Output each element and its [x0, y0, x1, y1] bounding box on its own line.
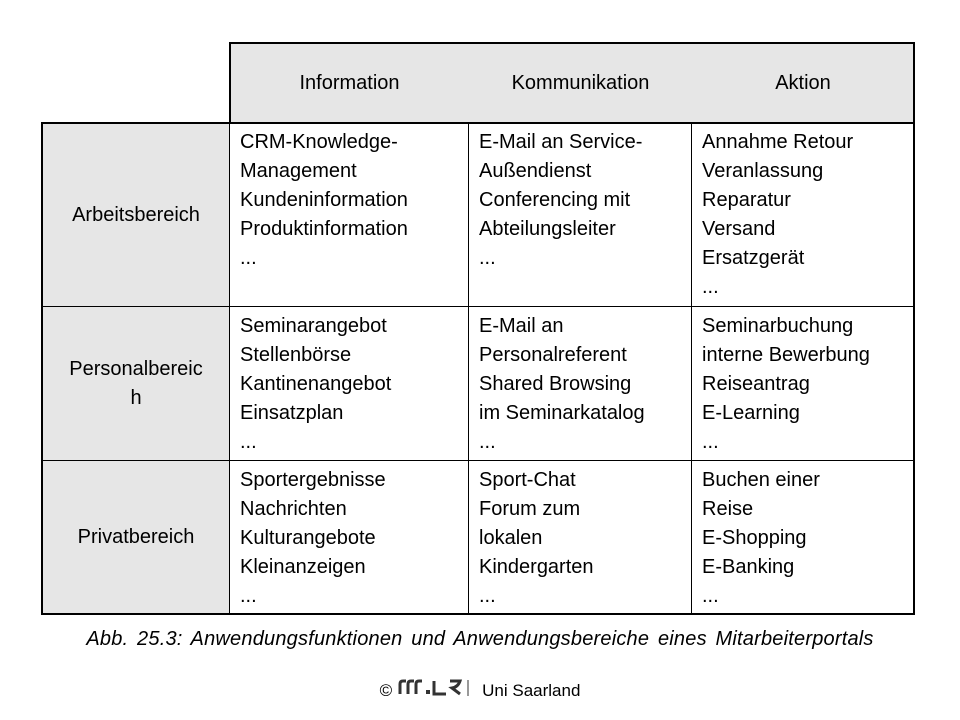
cell-line: Versand	[702, 218, 776, 240]
cell-line: Nachrichten	[240, 498, 347, 520]
row-header-label: Arbeitsbereich	[72, 203, 200, 226]
cell-line: Forum zum	[479, 498, 581, 520]
cell-arbeitsbereich-aktion	[692, 123, 914, 307]
copyright-symbol: ©	[379, 680, 393, 700]
cell-line: Sport-Chat	[479, 469, 576, 491]
cell-line: Reparatur	[702, 189, 791, 211]
cell-personalbereich-information	[230, 307, 469, 461]
cell-line: E-Mail an	[479, 315, 564, 337]
row-header-arbeitsbereich	[42, 123, 230, 307]
column-header-label: Kommunikation	[511, 71, 650, 94]
cell-line: Abteilungsleiter	[479, 218, 616, 240]
row-header-privatbereich	[42, 461, 230, 614]
cell-line: Buchen einer	[702, 469, 820, 491]
cell-personalbereich-kommunikation	[469, 307, 692, 461]
cell-arbeitsbereich-information	[230, 123, 469, 307]
cell-line: ...	[240, 247, 257, 269]
cell-line: lokalen	[479, 527, 543, 549]
cell-line: Außendienst	[479, 160, 592, 182]
figure-caption: Abb. 25.3: Anwendungsfunktionen und Anwendungsbereiche eines Mitarbeiterportals	[86, 628, 874, 650]
cell-line: E-Learning	[702, 402, 800, 424]
cell-line: Ersatzgerät	[702, 247, 805, 269]
cell-line: Reiseantrag	[702, 373, 810, 395]
cell-privatbereich-aktion	[692, 461, 914, 614]
cell-line: E-Mail an Service-	[479, 131, 643, 153]
cell-line: ...	[479, 585, 496, 607]
cell-line: ...	[240, 431, 257, 453]
table-divider-col-1	[229, 122, 230, 615]
column-header-aktion	[692, 43, 914, 123]
cell-line: ...	[479, 431, 496, 453]
row-header-personalbereich	[42, 307, 230, 461]
cell-line: Kindergarten	[479, 556, 594, 578]
cell-line: Management	[240, 160, 357, 182]
cell-line: Kantinenangebot	[240, 373, 392, 395]
cell-personalbereich-aktion	[692, 307, 914, 461]
row-header-label-line-1: Personalbereic	[69, 358, 203, 380]
column-header-label: Aktion	[775, 71, 831, 94]
cell-line: Reise	[702, 498, 754, 520]
column-header-information	[230, 43, 469, 123]
cell-line: Kulturangebote	[240, 527, 376, 549]
cell-line: ...	[479, 247, 496, 269]
column-header-label: Information	[299, 71, 400, 94]
row-header-label-line-2: h	[130, 387, 142, 409]
cell-line: Produktinformation	[240, 218, 408, 240]
cell-line: ...	[702, 585, 719, 607]
cell-line: Einsatzplan	[240, 402, 344, 424]
table-divider-header	[41, 122, 915, 124]
cell-line: Conferencing mit	[479, 189, 631, 211]
cell-line: E-Shopping	[702, 527, 807, 549]
cell-line: Veranlassung	[702, 160, 824, 182]
table-divider-row-2	[41, 460, 915, 461]
table-border-left	[41, 122, 43, 615]
table-border-top	[229, 42, 915, 44]
cell-line: im Seminarkatalog	[479, 402, 645, 424]
cell-line: Kleinanzeigen	[240, 556, 366, 578]
row-header-label: Privatbereich	[77, 526, 195, 548]
cell-privatbereich-kommunikation	[469, 461, 692, 614]
mmi-logo	[398, 678, 476, 703]
table-border-header-left	[229, 42, 231, 124]
column-header-kommunikation	[469, 43, 692, 123]
cell-line: Sportergebnisse	[240, 469, 386, 491]
table-border-right	[913, 42, 915, 615]
cell-line: ...	[240, 585, 257, 607]
cell-line: ...	[702, 276, 719, 298]
cell-line: Seminarangebot	[240, 315, 387, 337]
cell-line: CRM-Knowledge-	[240, 131, 398, 153]
cell-line: E-Banking	[702, 556, 795, 578]
cell-privatbereich-information	[230, 461, 469, 614]
institution-name: Uni Saarland	[482, 680, 581, 700]
cell-arbeitsbereich-kommunikation	[469, 123, 692, 307]
footer	[0, 678, 960, 703]
cell-line: Personalreferent	[479, 344, 627, 366]
table-divider-col-2	[468, 122, 469, 615]
cell-line: Stellenbörse	[240, 344, 352, 366]
cell-line: Shared Browsing	[479, 373, 632, 395]
table-divider-row-1	[41, 306, 915, 307]
table-border-bottom	[41, 613, 915, 615]
cell-line: Seminarbuchung	[702, 315, 854, 337]
cell-line: Kundeninformation	[240, 189, 408, 211]
cell-line: interne Bewerbung	[702, 344, 870, 366]
table-divider-col-3	[691, 122, 692, 615]
cell-line: ...	[702, 431, 719, 453]
cell-line: Annahme Retour	[702, 131, 854, 153]
